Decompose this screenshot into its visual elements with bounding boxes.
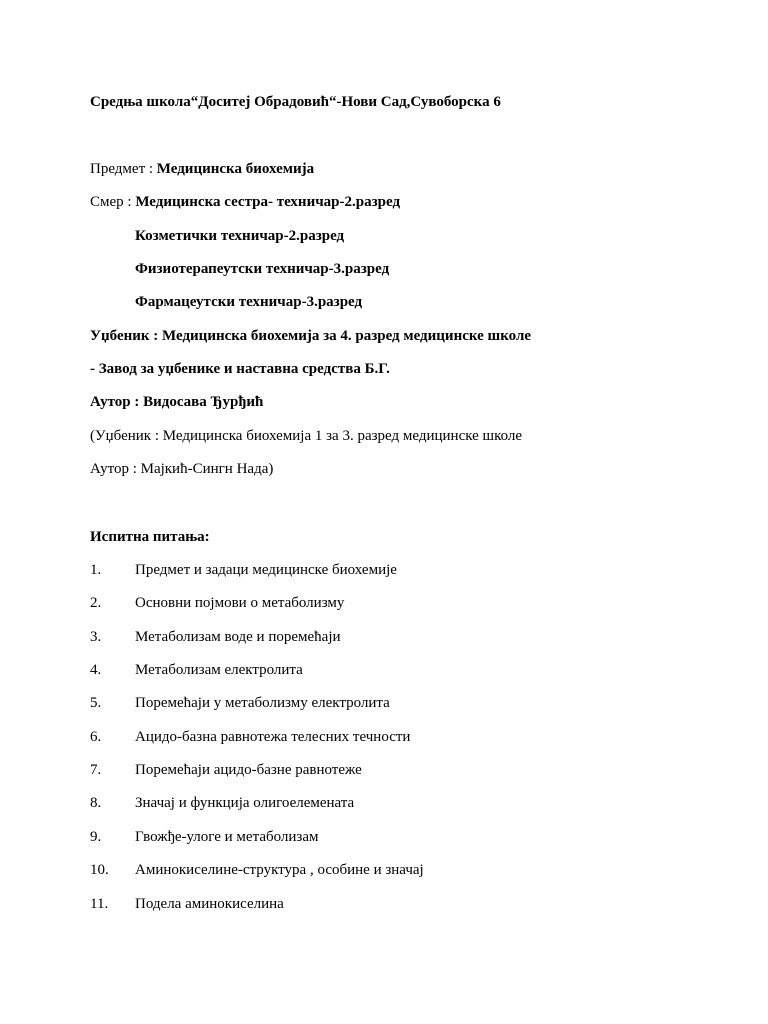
direction-label: Смер : — [90, 194, 136, 210]
list-item-text: Аминокиселине-структура , особине и значај — [135, 862, 424, 878]
direction-item: Козметички техничар-2.разред — [135, 228, 345, 244]
textbook-publisher: - Завод за уџбенике и наставна средства Б.Г. — [90, 361, 390, 377]
direction-item: Медицинска сестра- техничар-2.разред — [135, 194, 401, 210]
direction-line — [90, 193, 400, 211]
list-item-text: Подела аминокиселина — [135, 896, 284, 912]
list-item-number: 5. — [90, 695, 102, 711]
list-item-number: 6. — [90, 729, 102, 745]
list-item-text: Основни појмови о метаболизму — [135, 595, 345, 611]
subject-label: Предмет : — [90, 161, 157, 177]
list-item-number: 4. — [90, 662, 102, 678]
list-item-text: Ацидо-базна равнотежа телесних течности — [135, 729, 411, 745]
subject-value: Медицинска биохемија — [156, 161, 315, 177]
questions-heading: Испитна питања: — [90, 529, 210, 545]
list-item-number: 7. — [90, 762, 102, 778]
list-item-text: Предмет и задаци медицинске биохемије — [135, 562, 397, 578]
list-item-number: 8. — [90, 795, 102, 811]
list-item-number: 10. — [90, 862, 109, 878]
list-item-text: Поремећаји ацидо-базне равнотеже — [135, 762, 362, 778]
alt-textbook-author: Аутор : Мајкић-Сингн Нада) — [90, 461, 274, 477]
list-item-text: Метаболизам електролита — [135, 662, 303, 678]
alt-textbook-line: (Уџбеник : Медицинска биохемија 1 за 3. разред медицинске школе — [90, 428, 523, 444]
list-item-number: 9. — [90, 829, 102, 845]
list-item-text: Поремећаји у метаболизму електролита — [135, 695, 390, 711]
list-item-text: Гвожђе-улоге и метаболизам — [135, 829, 319, 845]
textbook-line: Уџбеник : Медицинска биохемија за 4. разред медицинске школе — [90, 328, 532, 344]
textbook-author: Аутор : Видосава Ђурђић — [90, 394, 264, 410]
list-item-number: 1. — [90, 562, 102, 578]
list-item-number: 2. — [90, 595, 102, 611]
list-item-number: 3. — [90, 629, 102, 645]
list-item-text: Метаболизам воде и поремећаји — [135, 629, 341, 645]
direction-item: Физиотерапеутски техничар-3.разред — [135, 261, 390, 277]
subject-line — [90, 160, 314, 178]
list-item-text: Значај и функција олигоелемената — [135, 795, 355, 811]
direction-item: Фармацеутски техничар-3.разред — [135, 294, 363, 310]
list-item-number: 11. — [90, 896, 109, 912]
school-header: Средња школа“Доситеј Обрадовић“-Нови Сад,Сувоборска 6 — [90, 94, 501, 110]
